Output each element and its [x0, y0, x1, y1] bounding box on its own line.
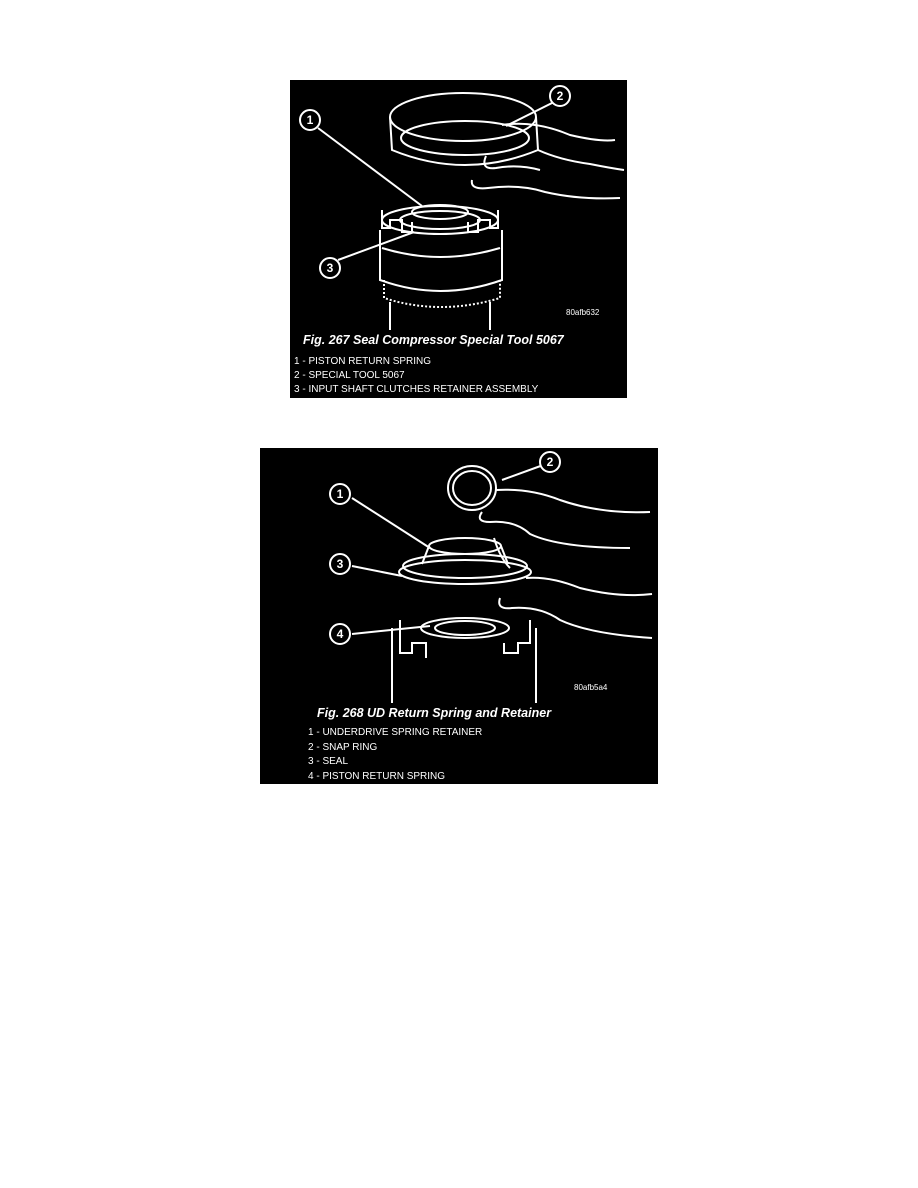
figure-caption: Fig. 268 UD Return Spring and Retainer	[317, 706, 552, 720]
legend-item: 3 - SEAL	[308, 756, 349, 767]
callout-4: 4	[336, 627, 344, 641]
figure-267	[290, 80, 627, 398]
legend-item: 2 - SPECIAL TOOL 5067	[294, 370, 405, 381]
callout-2: 2	[546, 455, 554, 469]
callout-1: 1	[336, 487, 344, 501]
seal-compressor-illustration	[290, 80, 627, 330]
legend-item: 4 - PISTON RETURN SPRING	[308, 770, 446, 782]
figure-caption: Fig. 267 Seal Compressor Special Tool 5067	[303, 333, 564, 347]
callout-2: 2	[556, 89, 564, 103]
figure-legend	[294, 355, 538, 397]
callout-1: 1	[306, 113, 314, 127]
callout-3: 3	[326, 261, 334, 275]
legend-item: 2 - SNAP RING	[308, 741, 378, 753]
legend-item: 1 - UNDERDRIVE SPRING RETAINER	[308, 727, 483, 738]
callout-3: 3	[336, 557, 344, 571]
figure-code: 80afb5a4	[574, 683, 608, 692]
figure-268	[260, 448, 658, 784]
return-spring-illustration	[260, 448, 658, 703]
legend-item: 1 - PISTON RETURN SPRING	[294, 356, 432, 367]
figure-code: 80afb632	[566, 308, 600, 317]
figure-legend	[308, 726, 482, 784]
legend-item: 3 - INPUT SHAFT CLUTCHES RETAINER ASSEMBLY	[294, 384, 539, 395]
